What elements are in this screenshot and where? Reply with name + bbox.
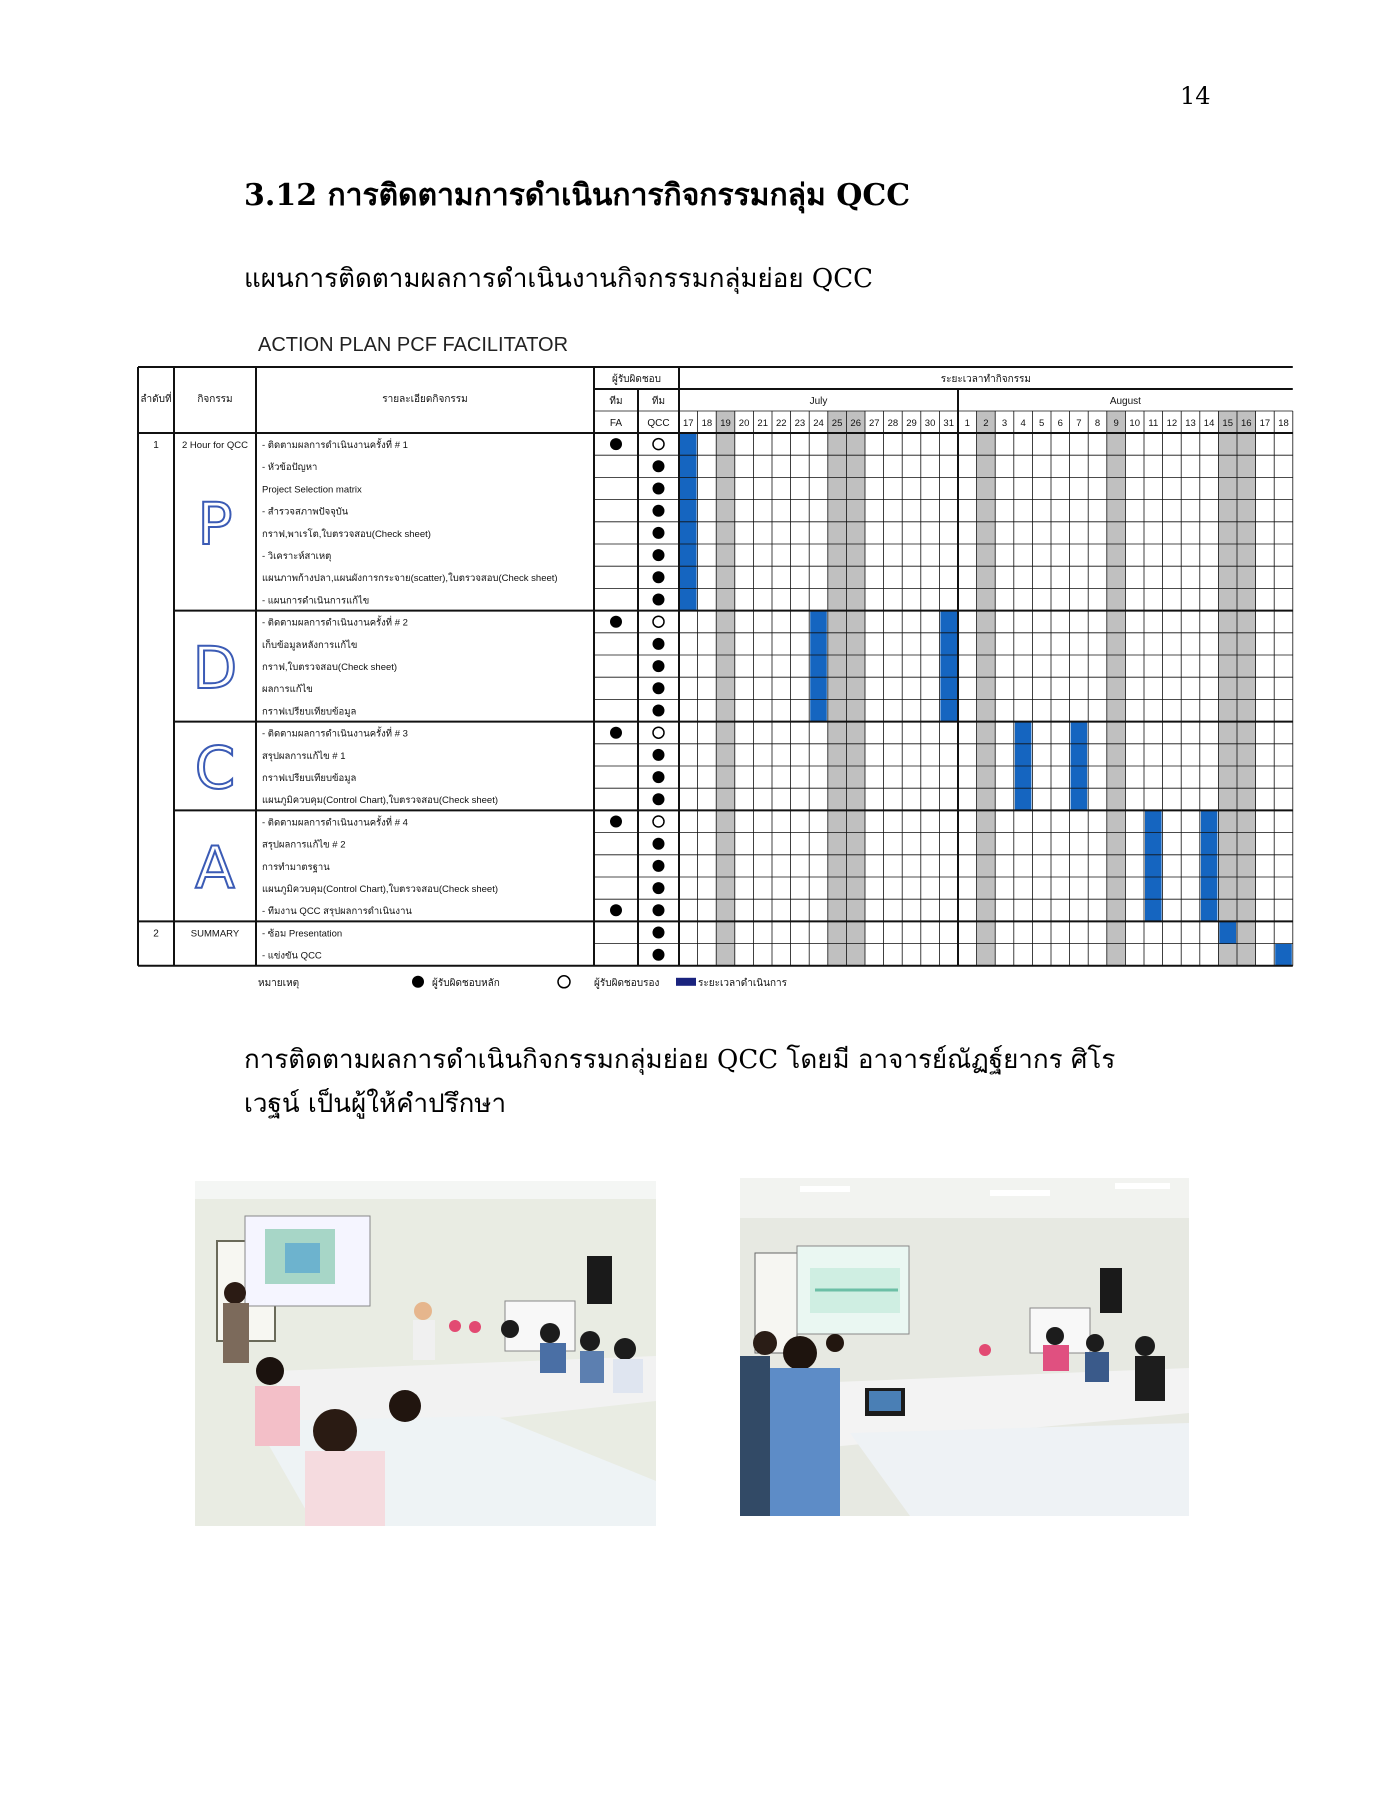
header-month-august: August <box>1109 396 1141 407</box>
primary-responsible-marker <box>653 927 665 939</box>
day-label: 19 <box>720 418 731 429</box>
header-month-july: July <box>809 396 828 407</box>
day-label: 18 <box>1278 418 1289 429</box>
header-fa: FA <box>609 418 623 429</box>
header-period: ระยะเวลาทำกิจกรรม <box>940 374 1032 385</box>
primary-responsible-marker <box>610 816 622 828</box>
primary-responsible-marker <box>653 505 665 517</box>
schedule-bar <box>1071 766 1088 788</box>
primary-responsible-marker <box>610 438 622 450</box>
activity-detail: สรุปผลการแก้ไข # 1 <box>262 750 346 762</box>
shaded-day-column <box>716 411 735 966</box>
schedule-bar <box>1145 810 1162 832</box>
chart-title: ACTION PLAN PCF FACILITATOR <box>258 334 569 356</box>
day-label: 20 <box>738 418 750 429</box>
schedule-bar <box>1015 744 1032 766</box>
header-team-fa: ทีม <box>609 396 623 407</box>
primary-responsible-marker <box>653 483 665 495</box>
day-label: 30 <box>924 418 936 429</box>
activity-detail: - ซ้อม Presentation <box>262 928 343 940</box>
shaded-day-column <box>977 411 996 966</box>
secondary-responsible-marker <box>653 439 664 450</box>
primary-responsible-marker <box>653 660 665 672</box>
primary-responsible-marker <box>653 860 665 872</box>
schedule-bar <box>810 699 827 721</box>
schedule-bar <box>1145 899 1162 921</box>
shaded-day-column <box>1237 411 1256 966</box>
schedule-bar <box>680 544 697 566</box>
primary-responsible-marker <box>653 793 665 805</box>
primary-responsible-marker <box>610 727 622 739</box>
schedule-bar <box>810 677 827 699</box>
schedule-bar <box>680 588 697 610</box>
schedule-bar <box>940 677 957 699</box>
page-number: 14 <box>1180 82 1211 110</box>
primary-responsible-marker <box>653 571 665 583</box>
day-label: 16 <box>1241 418 1252 429</box>
primary-responsible-marker <box>653 771 665 783</box>
section-order: 2 <box>153 928 159 940</box>
day-label: 24 <box>813 418 824 429</box>
activity-detail: สรุปผลการแก้ไข # 2 <box>262 839 346 851</box>
day-label: 15 <box>1222 418 1233 429</box>
schedule-bar <box>1145 877 1162 899</box>
header-qcc: QCC <box>647 418 670 429</box>
header-activity: กิจกรรม <box>197 394 233 405</box>
day-label: 28 <box>887 418 899 429</box>
primary-responsible-marker <box>653 682 665 694</box>
day-label: 7 <box>1076 418 1082 429</box>
section-activity: 2 Hour for QCC <box>182 440 248 451</box>
secondary-responsible-marker <box>653 616 664 627</box>
activity-detail: กราฟ,ใบตรวจสอบ(Check sheet) <box>262 662 398 673</box>
activity-detail: แผนภาพก้างปลา,แผนผังการกระจาย(scatter),ใบตรวจสอบ(Check sheet) <box>262 573 558 585</box>
primary-responsible-marker <box>653 705 665 717</box>
day-label: 21 <box>757 418 768 429</box>
schedule-bar <box>1275 944 1292 966</box>
schedule-bar <box>1201 855 1218 877</box>
day-label: 1 <box>964 418 970 429</box>
schedule-bar <box>810 611 827 633</box>
primary-responsible-marker <box>653 527 665 539</box>
schedule-bar <box>680 522 697 544</box>
schedule-bar <box>940 633 957 655</box>
pdca-letter-a: A <box>195 833 235 902</box>
day-label: 27 <box>869 418 880 429</box>
activity-detail: - ติดตามผลการดำเนินงานครั้งที่ # 4 <box>262 817 408 829</box>
meeting-photo-right <box>740 1178 1189 1516</box>
section-activity: SUMMARY <box>190 928 240 940</box>
legend-duration: ระยะเวลาดำเนินการ <box>698 977 787 989</box>
header-detail: รายละเอียดกิจกรรม <box>382 394 468 405</box>
activity-detail: ผลการแก้ไข <box>262 684 313 696</box>
schedule-bar <box>1201 899 1218 921</box>
schedule-bar <box>680 500 697 522</box>
action-plan-gantt <box>136 365 1316 1015</box>
meeting-photo-left <box>195 1181 656 1526</box>
primary-responsible-marker <box>653 838 665 850</box>
activity-detail: - แผนการดำเนินการแก้ไข <box>262 595 370 607</box>
header-responsible: ผู้รับผิดชอบ <box>611 374 662 385</box>
primary-responsible-marker <box>653 882 665 894</box>
schedule-bar <box>940 699 957 721</box>
activity-detail: กราฟ,พาเรโต,ใบตรวจสอบ(Check sheet) <box>262 528 431 540</box>
day-label: 29 <box>906 418 917 429</box>
day-label: 23 <box>794 418 806 429</box>
header-team-qcc: ทีม <box>651 396 666 407</box>
pdca-letter-p: P <box>197 489 233 558</box>
day-label: 6 <box>1057 418 1063 429</box>
activity-detail: - วิเคราะห์สาเหตุ <box>262 551 332 562</box>
day-label: 14 <box>1203 418 1215 429</box>
pdca-letter-c: C <box>194 734 236 802</box>
activity-detail: - แข่งขัน QCC <box>262 950 322 962</box>
schedule-bar <box>680 433 697 455</box>
secondary-responsible-marker <box>653 727 664 738</box>
day-label: 9 <box>1113 418 1119 429</box>
primary-responsible-marker <box>653 749 665 761</box>
day-label: 17 <box>683 418 694 429</box>
activity-detail: - ทีมงาน QCC สรุปผลการดำเนินงาน <box>262 906 412 918</box>
activity-detail: - สำรวจสภาพปัจจุบัน <box>262 506 349 518</box>
day-label: 25 <box>831 418 843 429</box>
schedule-bar <box>680 477 697 499</box>
day-label: 8 <box>1094 418 1101 429</box>
shaded-day-column <box>1218 411 1237 966</box>
activity-detail: กราฟเปรียบเทียบข้อมูล <box>262 773 357 784</box>
day-label: 12 <box>1166 418 1178 429</box>
schedule-bar <box>1145 855 1162 877</box>
schedule-bar <box>680 566 697 588</box>
day-label: 2 <box>983 418 989 429</box>
activity-detail: - ติดตามผลการดำเนินงานครั้งที่ # 1 <box>262 440 408 451</box>
primary-responsible-marker <box>653 460 665 472</box>
day-label: 5 <box>1039 418 1045 429</box>
shaded-day-column <box>1107 411 1126 966</box>
schedule-bar <box>1015 788 1032 810</box>
day-label: 22 <box>776 418 787 429</box>
activity-detail: - หัวข้อปัญหา <box>262 462 318 474</box>
day-label: 26 <box>850 418 861 429</box>
schedule-bar <box>1071 744 1088 766</box>
activity-detail: - ติดตามผลการดำเนินงานครั้งที่ # 2 <box>262 617 408 629</box>
schedule-bar <box>1071 788 1088 810</box>
primary-responsible-marker <box>653 549 665 561</box>
schedule-bar <box>810 633 827 655</box>
day-label: 10 <box>1129 418 1140 429</box>
primary-responsible-marker <box>653 594 665 606</box>
day-label: 4 <box>1020 418 1026 429</box>
schedule-bar <box>680 455 697 477</box>
day-label: 11 <box>1148 418 1159 429</box>
legend-primary: ผู้รับผิดชอบหลัก <box>432 977 500 989</box>
legend-duration-swatch <box>676 978 696 986</box>
pdca-letter-d: D <box>192 634 238 703</box>
activity-detail: เก็บข้อมูลหลังการแก้ไข <box>262 639 358 651</box>
legend-secondary: ผู้รับผิดชอบรอง <box>594 977 660 989</box>
section-order: 1 <box>153 440 159 451</box>
schedule-bar <box>1201 833 1218 855</box>
schedule-bar <box>1015 766 1032 788</box>
caption: การติดตามผลการดำเนินกิจกรรมกลุ่มย่อย QCC โดยมี อาจารย์ณัฏฐ์ยากร ศิโรเวฐน์ เป็นผู้ให้คำปรึกษา <box>244 1045 1116 1119</box>
schedule-bar <box>1145 833 1162 855</box>
legend-note: หมายเหตุ <box>258 977 300 989</box>
activity-detail: Project Selection matrix <box>262 484 362 496</box>
schedule-bar <box>1201 810 1218 832</box>
secondary-responsible-marker <box>653 816 664 827</box>
schedule-bar <box>1201 877 1218 899</box>
schedule-bar <box>940 655 957 677</box>
activity-detail: - ติดตามผลการดำเนินงานครั้งที่ # 3 <box>262 728 408 740</box>
legend-primary-marker <box>412 976 424 988</box>
activity-detail: แผนภูมิควบคุม(Control Chart),ใบตรวจสอบ(Check sheet) <box>262 795 499 807</box>
header-order: ลำดับที่ <box>140 394 172 405</box>
day-label: 13 <box>1185 418 1196 429</box>
schedule-bar <box>810 655 827 677</box>
shaded-day-column <box>828 411 847 966</box>
day-label: 17 <box>1259 418 1271 429</box>
schedule-bar <box>1015 722 1032 744</box>
primary-responsible-marker <box>653 949 665 961</box>
primary-responsible-marker <box>610 904 622 916</box>
primary-responsible-marker <box>653 638 665 650</box>
day-label: 3 <box>1001 418 1008 429</box>
primary-responsible-marker <box>653 904 665 916</box>
section-heading: 3.12 การติดตามการดำเนินการกิจกรรมกลุ่ม QCC <box>244 178 911 213</box>
day-label: 18 <box>701 418 713 429</box>
subheading: แผนการติดตามผลการดำเนินงานกิจกรรมกลุ่มย่อย QCC <box>244 264 873 294</box>
activity-detail: แผนภูมิควบคุม(Control Chart),ใบตรวจสอบ(Check sheet) <box>262 884 499 895</box>
day-label: 31 <box>943 418 954 429</box>
activity-detail: กราฟเปรียบเทียบข้อมูล <box>262 706 357 718</box>
shaded-day-column <box>846 411 865 966</box>
schedule-bar <box>940 611 957 633</box>
legend-secondary-marker <box>558 976 570 988</box>
activity-detail: การทำมาตรฐาน <box>262 861 330 873</box>
primary-responsible-marker <box>610 616 622 628</box>
schedule-bar <box>1071 722 1088 744</box>
schedule-bar <box>1219 921 1236 943</box>
